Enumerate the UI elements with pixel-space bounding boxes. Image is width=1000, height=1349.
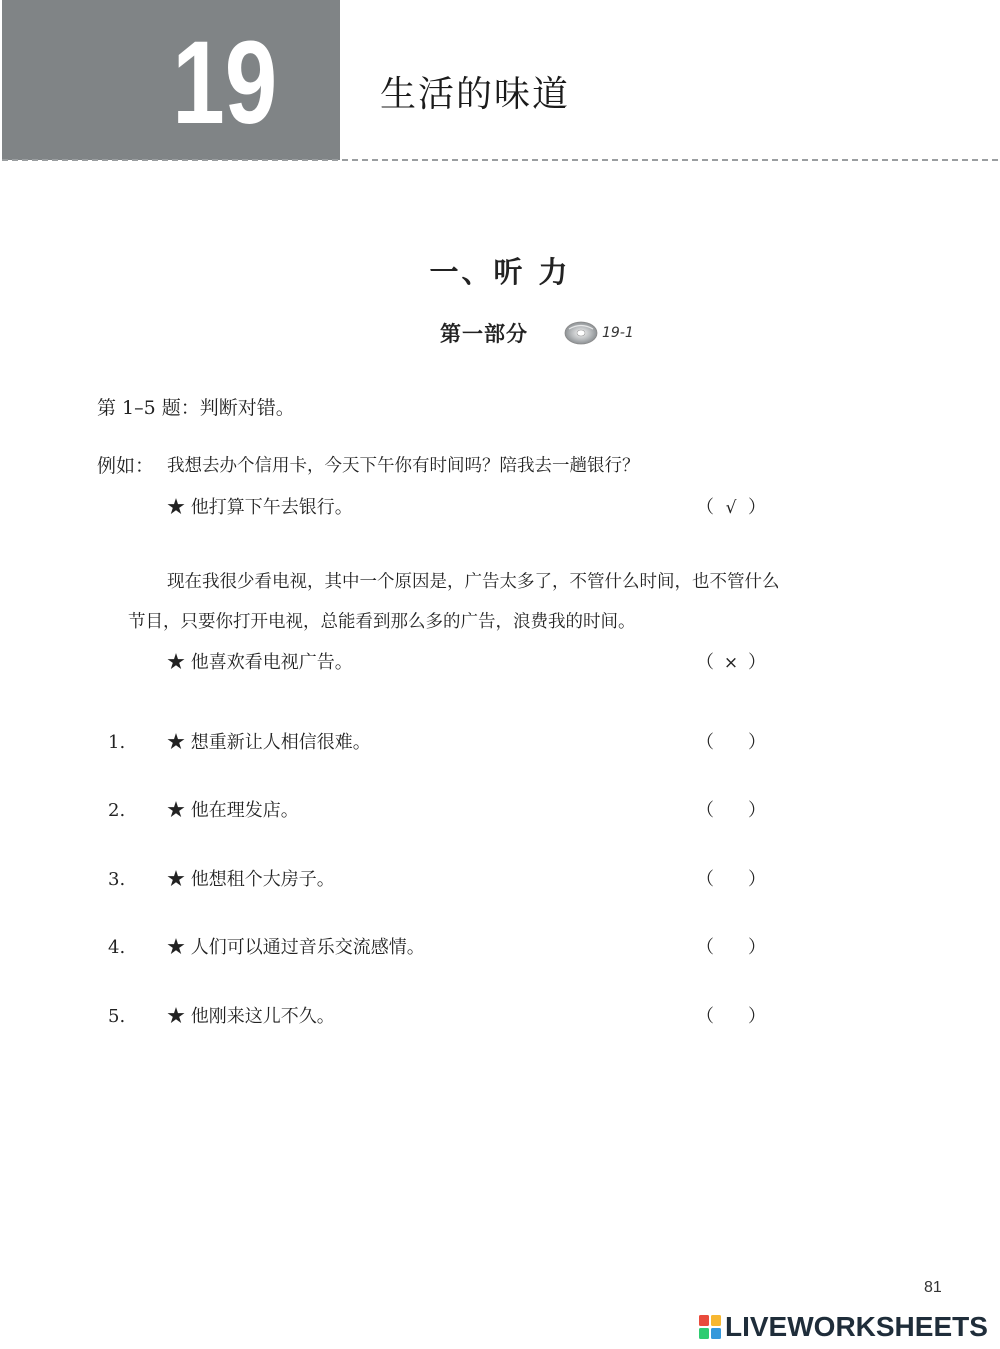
lesson-title: 生活的味道 <box>380 74 571 115</box>
paren-open: （ <box>696 732 714 753</box>
question-statement: ★ 他在理发店。 <box>167 800 299 821</box>
paren-open: （ <box>696 497 714 518</box>
example-label: 例如： <box>97 455 155 477</box>
question-number: 5. <box>108 1006 126 1027</box>
question-statement: ★ 人们可以通过音乐交流感情。 <box>167 937 425 958</box>
lesson-number: 19 <box>172 17 278 149</box>
instruction-text: 第 1–5 题：判断对错。 <box>97 397 295 419</box>
question-number: 1. <box>108 732 126 753</box>
question-statement: ★ 想重新让人相信很难。 <box>167 732 371 753</box>
answer-box-3[interactable] <box>696 865 766 895</box>
question-number: 2. <box>108 800 126 821</box>
paren-close: ） <box>748 732 766 753</box>
paren-open: （ <box>696 869 714 890</box>
audio-cd-icon[interactable] <box>564 320 598 346</box>
paren-close: ） <box>748 800 766 821</box>
answer-box-2[interactable] <box>696 796 766 826</box>
brand-name: LIVEWORKSHEETS <box>725 1311 988 1342</box>
example-2-text-line1: 现在我很少看电视，其中一个原因是，广告太多了，不管什么时间，也不管什么 <box>167 572 780 592</box>
paren-close: ） <box>748 497 766 518</box>
header-divider <box>2 159 998 161</box>
paren-open: （ <box>696 937 714 958</box>
part-heading <box>440 316 634 350</box>
example-2-text-line2: 节目，只要你打开电视，总能看到那么多的广告，浪费我的时间。 <box>128 612 636 632</box>
liveworksheets-brand[interactable] <box>698 1311 988 1343</box>
question-number: 3. <box>108 869 126 890</box>
paren-close: ） <box>748 869 766 890</box>
audio-track-label: 19-1 <box>602 325 634 341</box>
answer-box-4[interactable] <box>696 933 766 963</box>
part-title: 第一部分 <box>440 321 528 346</box>
example-2-statement: ★ 他喜欢看电视广告。 <box>167 652 353 673</box>
check-mark-answer: √ <box>725 498 737 518</box>
question-statement: ★ 他刚来这儿不久。 <box>167 1006 335 1027</box>
paren-close: ） <box>748 652 766 673</box>
liveworksheets-logo-icon <box>698 1314 722 1340</box>
question-number: 4. <box>108 937 126 958</box>
example-1-text: 我想去办个信用卡，今天下午你有时间吗？陪我去一趟银行？ <box>167 456 640 476</box>
example-1-answer-box <box>696 493 766 523</box>
paren-open: （ <box>696 652 714 673</box>
example-2-answer-box <box>696 648 766 678</box>
lesson-number-block <box>2 0 340 160</box>
paren-close: ） <box>748 937 766 958</box>
paren-close: ） <box>748 1006 766 1027</box>
cross-mark-answer: × <box>723 653 739 673</box>
paren-open: （ <box>696 1006 714 1027</box>
answer-box-5[interactable] <box>696 1002 766 1032</box>
page-number: 81 <box>924 1279 942 1296</box>
section-title: 一、听 力 <box>429 255 571 289</box>
answer-box-1[interactable] <box>696 728 766 758</box>
example-1-statement: ★ 他打算下午去银行。 <box>167 497 353 518</box>
paren-open: （ <box>696 800 714 821</box>
question-statement: ★ 他想租个大房子。 <box>167 869 335 890</box>
